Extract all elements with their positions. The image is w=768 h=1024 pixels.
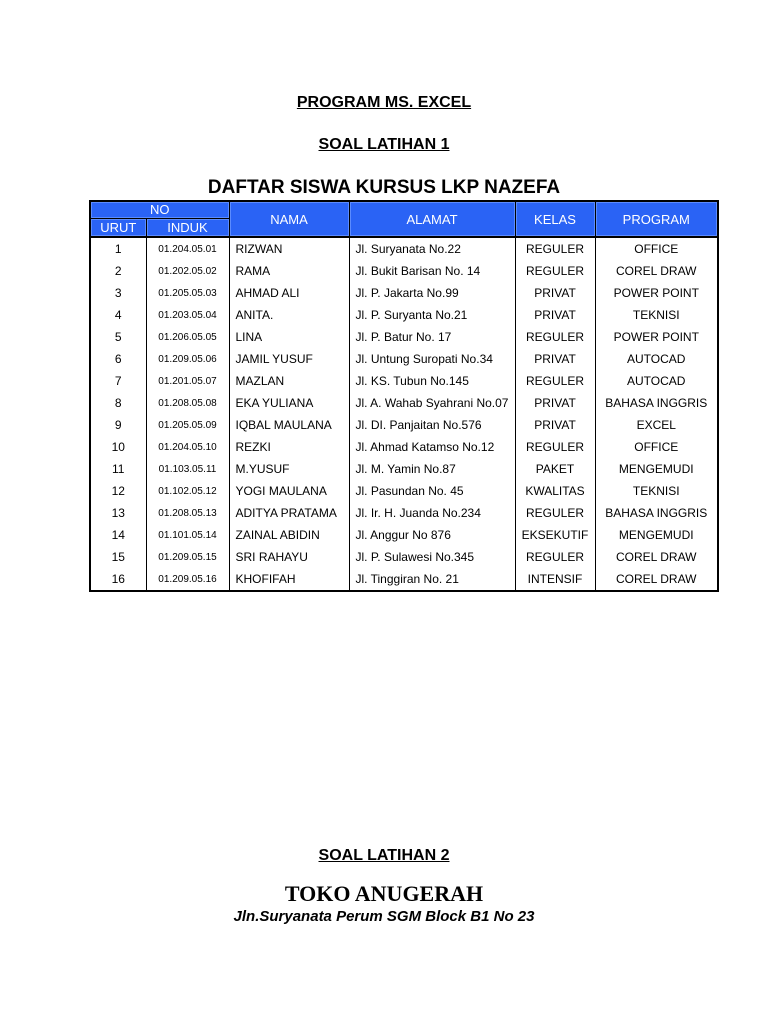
cell-urut: 7 [90, 370, 146, 392]
table-row [90, 480, 718, 502]
cell-nama: MAZLAN [229, 370, 349, 392]
cell-induk: 01.102.05.12 [146, 480, 229, 502]
cell-induk: 01.202.05.02 [146, 260, 229, 282]
cell-induk: 01.209.05.16 [146, 568, 229, 591]
table-row [90, 282, 718, 304]
shop-address: Jln.Suryanata Perum SGM Block B1 No 23 [233, 908, 535, 925]
cell-urut: 4 [90, 304, 146, 326]
cell-program: MENGEMUDI [595, 524, 718, 546]
cell-induk: 01.103.05.11 [146, 458, 229, 480]
cell-nama: ANITA. [229, 304, 349, 326]
student-table [89, 200, 719, 592]
cell-kelas: KWALITAS [515, 480, 595, 502]
table-row [90, 568, 718, 591]
cell-induk: 01.209.05.06 [146, 348, 229, 370]
cell-nama: YOGI MAULANA [229, 480, 349, 502]
table-row [90, 260, 718, 282]
cell-program: AUTOCAD [595, 348, 718, 370]
table-row [90, 370, 718, 392]
cell-urut: 16 [90, 568, 146, 591]
header-nama: NAMA [229, 201, 349, 237]
header-kelas: KELAS [515, 201, 595, 237]
cell-kelas: REGULER [515, 546, 595, 568]
cell-alamat: Jl. KS. Tubun No.145 [349, 370, 515, 392]
cell-program: TEKNISI [595, 304, 718, 326]
cell-induk: 01.206.05.05 [146, 326, 229, 348]
cell-program: BAHASA INGGRIS [595, 502, 718, 524]
cell-alamat: Jl. Suryanata No.22 [349, 237, 515, 260]
cell-kelas: PRIVAT [515, 414, 595, 436]
cell-program: POWER POINT [595, 282, 718, 304]
cell-nama: AHMAD ALI [229, 282, 349, 304]
cell-urut: 11 [90, 458, 146, 480]
cell-urut: 10 [90, 436, 146, 458]
cell-alamat: Jl. M. Yamin No.87 [349, 458, 515, 480]
cell-alamat: Jl. Anggur No 876 [349, 524, 515, 546]
cell-kelas: REGULER [515, 370, 595, 392]
cell-alamat: Jl. P. Batur No. 17 [349, 326, 515, 348]
header-induk: INDUK [146, 219, 229, 238]
cell-kelas: PRIVAT [515, 348, 595, 370]
cell-induk: 01.203.05.04 [146, 304, 229, 326]
cell-urut: 12 [90, 480, 146, 502]
cell-alamat: Jl. Ahmad Katamso No.12 [349, 436, 515, 458]
cell-alamat: Jl. A. Wahab Syahrani No.07 [349, 392, 515, 414]
table-row [90, 326, 718, 348]
cell-kelas: INTENSIF [515, 568, 595, 591]
cell-induk: 01.201.05.07 [146, 370, 229, 392]
cell-urut: 3 [90, 282, 146, 304]
cell-program: BAHASA INGGRIS [595, 392, 718, 414]
cell-kelas: REGULER [515, 260, 595, 282]
table-row [90, 414, 718, 436]
cell-program: COREL DRAW [595, 260, 718, 282]
table-row [90, 304, 718, 326]
cell-alamat: Jl. DI. Panjaitan No.576 [349, 414, 515, 436]
program-title: PROGRAM MS. EXCEL [296, 94, 472, 111]
cell-alamat: Jl. Bukit Barisan No. 14 [349, 260, 515, 282]
cell-program: MENGEMUDI [595, 458, 718, 480]
table-body [90, 237, 718, 591]
cell-alamat: Jl. Pasundan No. 45 [349, 480, 515, 502]
cell-kelas: REGULER [515, 502, 595, 524]
cell-nama: ZAINAL ABIDIN [229, 524, 349, 546]
cell-nama: RAMA [229, 260, 349, 282]
table-title: DAFTAR SISWA KURSUS LKP NAZEFA [207, 177, 561, 198]
cell-kelas: PRIVAT [515, 392, 595, 414]
table-row [90, 392, 718, 414]
table-row [90, 524, 718, 546]
cell-kelas: REGULER [515, 326, 595, 348]
cell-induk: 01.205.05.09 [146, 414, 229, 436]
cell-induk: 01.208.05.13 [146, 502, 229, 524]
cell-program: COREL DRAW [595, 568, 718, 591]
cell-induk: 01.204.05.10 [146, 436, 229, 458]
header-program: PROGRAM [595, 201, 718, 237]
cell-induk: 01.208.05.08 [146, 392, 229, 414]
cell-alamat: Jl. P. Jakarta No.99 [349, 282, 515, 304]
table-row [90, 348, 718, 370]
cell-nama: ADITYA PRATAMA [229, 502, 349, 524]
table-row [90, 237, 718, 260]
cell-urut: 14 [90, 524, 146, 546]
shop-name: TOKO ANUGERAH [284, 881, 484, 906]
header-no: NO [90, 201, 229, 219]
cell-urut: 15 [90, 546, 146, 568]
cell-kelas: PAKET [515, 458, 595, 480]
cell-urut: 5 [90, 326, 146, 348]
cell-program: EXCEL [595, 414, 718, 436]
table-header [90, 201, 718, 237]
cell-nama: IQBAL MAULANA [229, 414, 349, 436]
cell-nama: EKA YULIANA [229, 392, 349, 414]
cell-kelas: PRIVAT [515, 282, 595, 304]
cell-induk: 01.205.05.03 [146, 282, 229, 304]
cell-alamat: Jl. P. Suryanta No.21 [349, 304, 515, 326]
cell-induk: 01.209.05.15 [146, 546, 229, 568]
table-row [90, 458, 718, 480]
cell-urut: 8 [90, 392, 146, 414]
cell-alamat: Jl. P. Sulawesi No.345 [349, 546, 515, 568]
cell-nama: REZKI [229, 436, 349, 458]
cell-program: POWER POINT [595, 326, 718, 348]
header-urut: URUT [90, 219, 146, 238]
cell-nama: RIZWAN [229, 237, 349, 260]
cell-program: OFFICE [595, 436, 718, 458]
cell-nama: KHOFIFAH [229, 568, 349, 591]
cell-kelas: REGULER [515, 436, 595, 458]
cell-alamat: Jl. Tinggiran No. 21 [349, 568, 515, 591]
cell-program: COREL DRAW [595, 546, 718, 568]
cell-kelas: REGULER [515, 237, 595, 260]
cell-alamat: Jl. Ir. H. Juanda No.234 [349, 502, 515, 524]
cell-urut: 13 [90, 502, 146, 524]
cell-kelas: PRIVAT [515, 304, 595, 326]
cell-program: OFFICE [595, 237, 718, 260]
cell-nama: LINA [229, 326, 349, 348]
table-row [90, 546, 718, 568]
cell-induk: 01.204.05.01 [146, 237, 229, 260]
cell-program: TEKNISI [595, 480, 718, 502]
exercise-2-title: SOAL LATIHAN 2 [318, 847, 450, 864]
exercise-1-title: SOAL LATIHAN 1 [318, 136, 450, 153]
cell-alamat: Jl. Untung Suropati No.34 [349, 348, 515, 370]
cell-urut: 9 [90, 414, 146, 436]
cell-induk: 01.101.05.14 [146, 524, 229, 546]
cell-urut: 1 [90, 237, 146, 260]
table-row [90, 502, 718, 524]
cell-nama: JAMIL YUSUF [229, 348, 349, 370]
cell-kelas: EKSEKUTIF [515, 524, 595, 546]
header-alamat: ALAMAT [349, 201, 515, 237]
cell-program: AUTOCAD [595, 370, 718, 392]
table-row [90, 436, 718, 458]
cell-nama: M.YUSUF [229, 458, 349, 480]
cell-urut: 6 [90, 348, 146, 370]
cell-nama: SRI RAHAYU [229, 546, 349, 568]
cell-urut: 2 [90, 260, 146, 282]
